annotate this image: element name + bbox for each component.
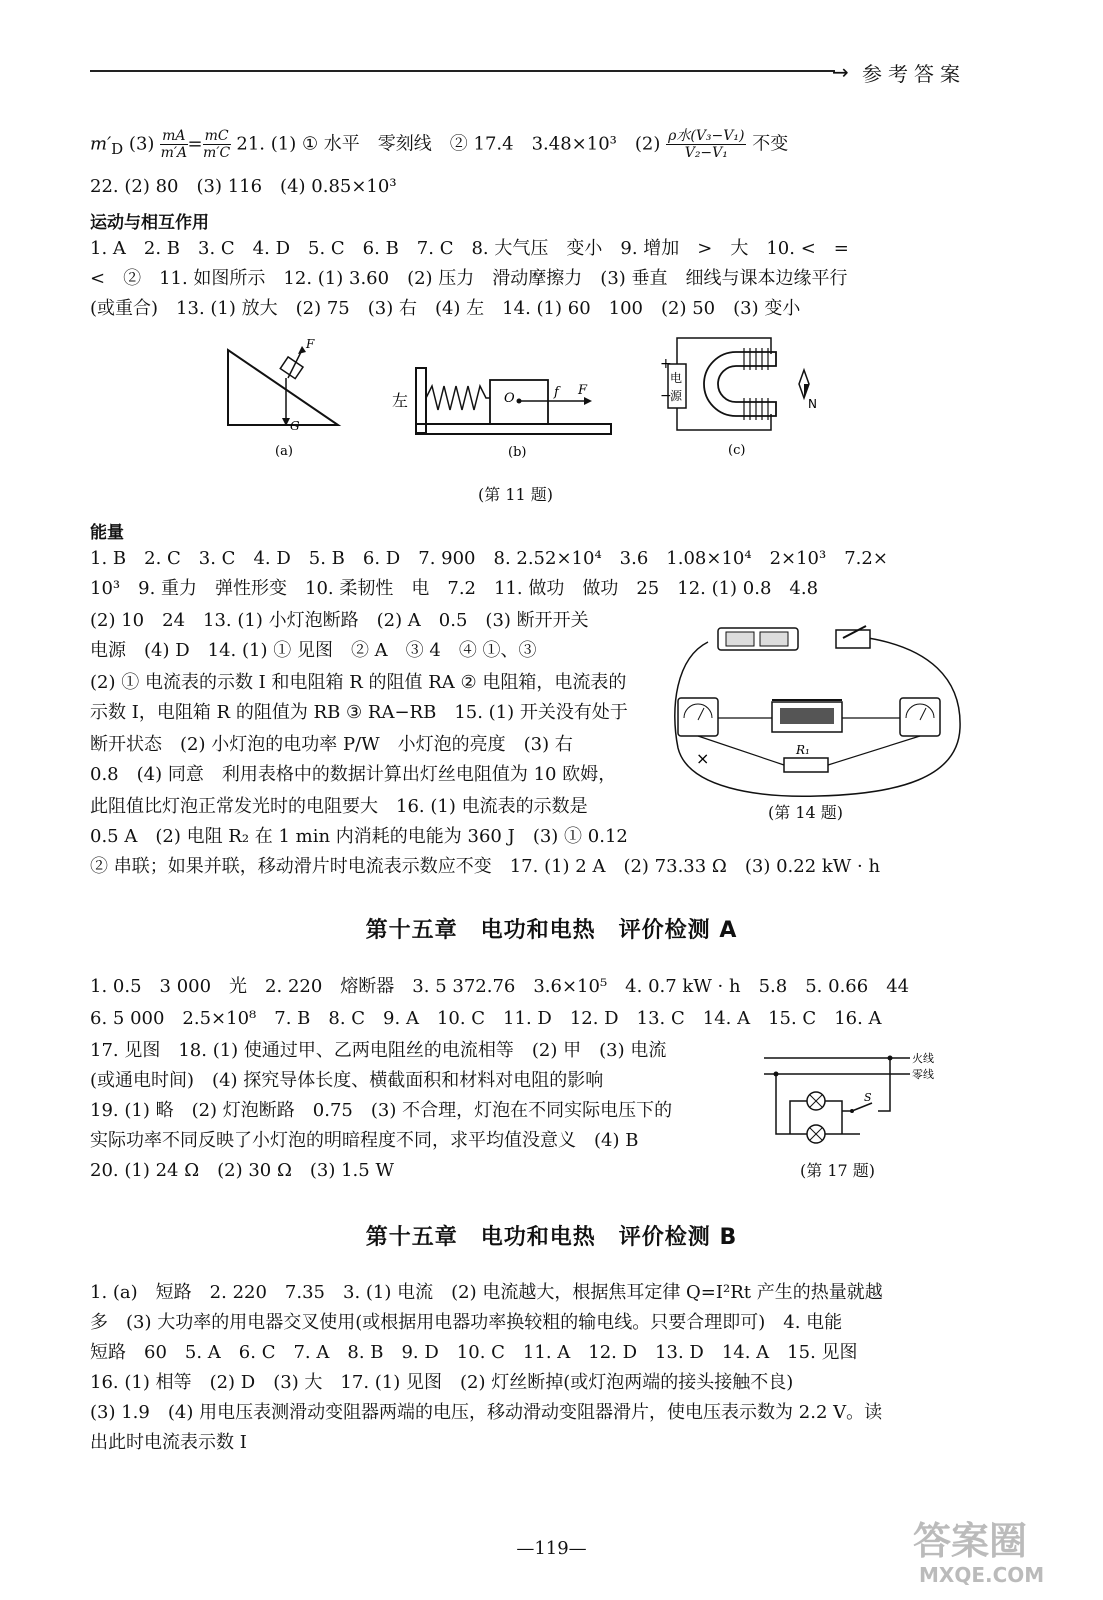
chapB-line-1: 1. (a) 短路 2. 220 7.35 3. (1) 电流 (2) 电流越大，根据焦耳定律 Q=I²Rt 产生的热量就越 [90, 1282, 883, 1303]
chapA-line-3: 17. 见图 18. (1) 使通过甲、乙两电阻丝的电流相等 (2) 甲 (3) 电流 [90, 1040, 667, 1061]
energy-line-5: (2) ① 电流表的示数 I 和电阻箱 R 的阻值 RA ② 电阻箱，电流表的 [90, 672, 627, 693]
label-neutral: 零线 [912, 1068, 934, 1081]
label-N: N [808, 397, 817, 411]
energy-line-7: 断开状态 (2) 小灯泡的电功率 P/W 小灯泡的亮度 (3) 右 [90, 734, 573, 755]
label-O: O [504, 391, 515, 406]
m-prime: m′ [90, 133, 112, 155]
chapB-line-2: 多 (3) 大功率的用电器交叉使用(或根据用电器功率换较粗的输电线。只要合理即可) 4. 电能 [90, 1312, 843, 1333]
caption-b: (b) [508, 445, 527, 460]
section-title-energy: 能量 [90, 523, 124, 543]
fraction-density: $\frac{\text{ρ水(V₃−V₁)}}{\text{V₂−V₁}}$ [668, 128, 745, 161]
resistor-r1 [784, 758, 828, 772]
header-title: 参考答案 [862, 62, 966, 86]
label-left: 左 [392, 391, 409, 410]
chapter-title-a: 第十五章 电功和电热 评价检测 A [365, 918, 738, 943]
answer-21: 21. (1) ① 水平 零刻线 ② 17.4 3.48×10³ (2) [236, 133, 661, 155]
answer-unchanged: 不变 [752, 133, 789, 155]
energy-line-4: 电源 (4) D 14. (1) ① 见图 ② A ③ 4 ④ ①、③ [90, 640, 537, 661]
energy-line-11: ② 串联；如果并联，移动滑片时电流表示数应不变 17. (1) 2 A (2) 73.33 Ω (3) 0.22 kW · h [90, 856, 881, 877]
chapA-line-4: (或通电时间) (4) 探究导体长度、横截面积和材料对电阻的影响 [90, 1070, 604, 1091]
motion-line-2: < ② 11. 如图所示 12. (1) 3.60 (2) 压力 滑动摩擦力 (3) 垂直 细线与课本边缘平行 [90, 268, 848, 289]
figure-14-circuit [668, 618, 964, 800]
label-F: F [306, 337, 315, 351]
chapB-line-6: 出此时电流表示数 I [90, 1432, 247, 1453]
chapB-line-4: 16. (1) 相等 (2) D (3) 大 17. (1) 见图 (2) 灯丝断掉(或灯泡两端的接头接触不良) [90, 1372, 794, 1393]
energy-line-3: (2) 10 24 13. (1) 小灯泡断路 (2) A 0.5 (3) 断开开关 [90, 610, 589, 631]
section-title-motion: 运动与相互作用 [90, 213, 209, 233]
caption-fig-17: (第 17 题) [800, 1161, 876, 1180]
chapA-line-7: 20. (1) 24 Ω (2) 30 Ω (3) 1.5 W [90, 1160, 394, 1181]
header-arrow: → [832, 60, 849, 84]
top-line-1 [90, 128, 788, 161]
part-3: (3) [128, 133, 155, 155]
fraction-mc: $\frac{mC}{m'C}$ [203, 128, 231, 161]
switch-s [852, 1103, 872, 1111]
figure-11c-electromagnet [656, 330, 836, 460]
label-G: G [290, 419, 300, 433]
figure-17-household-circuit [760, 1046, 960, 1146]
caption-fig-11: (第 11 题) [478, 485, 554, 504]
caption-fig-14: (第 14 题) [768, 803, 844, 822]
caption-c: (c) [728, 443, 746, 458]
label-minus: − [660, 388, 672, 404]
energy-line-8: 0.8 (4) 同意 利用表格中的数据计算出灯丝电阻值为 10 欧姆， [90, 764, 617, 785]
figure-11b-spring [388, 358, 618, 460]
label-live: 火线 [912, 1052, 934, 1065]
chapA-line-5: 19. (1) 略 (2) 灯泡断路 0.75 (3) 不合理，灯泡在不同实际电压下的 [90, 1100, 673, 1121]
energy-line-10: 0.5 A (2) 电阻 R₂ 在 1 min 内消耗的电能为 360 J (3) ① 0.12 [90, 826, 628, 847]
motion-line-1: 1. A 2. B 3. C 4. D 5. C 6. B 7. C 8. 大气压 变小 9. 增加 > 大 10. < = [90, 238, 849, 259]
chapA-line-1: 1. 0.5 3 000 光 2. 220 熔断器 3. 5 372.76 3.6×10⁵ 4. 0.7 kW · h 5.8 5. 0.66 44 [90, 976, 910, 997]
chapA-line-6: 实际功率不同反映了小灯泡的明暗程度不同，求平均值没意义 (4) B [90, 1130, 639, 1151]
label-cross: × [696, 749, 710, 768]
chapB-line-5: (3) 1.9 (4) 用电压表测滑动变阻器两端的电压，移动滑动变阻器滑片，使电压表示数为 2.2 V。读 [90, 1402, 883, 1423]
energy-line-6: 示数 I，电阻箱 R 的阻值为 RB ③ RA−RB 15. (1) 开关没有处于 [90, 702, 628, 723]
label-s: S [864, 1091, 872, 1104]
top-line-2: 22. (2) 80 (3) 116 (4) 0.85×10³ [90, 176, 397, 197]
watermark-text-1: 答案圈 [913, 1519, 1028, 1563]
figure-11a-incline [220, 330, 350, 460]
chapter-title-b: 第十五章 电功和电热 评价检测 B [365, 1225, 738, 1250]
equals: = [187, 133, 203, 155]
fraction-ma: $\frac{mA}{m'A}$ [160, 128, 188, 161]
watermark-text-2: MXQE.COM [919, 1563, 1045, 1587]
motion-line-3: (或重合) 13. (1) 放大 (2) 75 (3) 右 (4) 左 14. (1) 60 100 (2) 50 (3) 变小 [90, 298, 801, 319]
header-rule [90, 70, 835, 72]
caption-a: (a) [275, 444, 293, 459]
label-src-1: 电 [670, 371, 683, 385]
watermark-logo [905, 1510, 1085, 1590]
chapB-line-3: 短路 60 5. A 6. C 7. A 8. B 9. D 10. C 11. A 12. D 13. D 14. A 15. 见图 [90, 1342, 858, 1363]
page-number: —119— [516, 1538, 587, 1559]
label-src-2: 源 [670, 389, 683, 403]
energy-line-9: 此阻值比灯泡正常发光时的电阻要大 16. (1) 电流表的示数是 [90, 796, 588, 817]
label-f: f [554, 385, 559, 400]
m-prime-sub: D [111, 140, 124, 159]
label-R1: R₁ [796, 743, 810, 757]
energy-line-2: 10³ 9. 重力 弹性形变 10. 柔韧性 电 7.2 11. 做功 做功 25 12. (1) 0.8 4.8 [90, 578, 819, 599]
label-F2: F [578, 383, 588, 398]
chapA-line-2: 6. 5 000 2.5×10⁸ 7. B 8. C 9. A 10. C 11. D 12. D 13. C 14. A 15. C 16. A [90, 1008, 882, 1029]
energy-line-1: 1. B 2. C 3. C 4. D 5. B 6. D 7. 900 8. 2.52×10⁴ 3.6 1.08×10⁴ 2×10³ 7.2× [90, 548, 888, 569]
label-plus: + [660, 356, 672, 372]
